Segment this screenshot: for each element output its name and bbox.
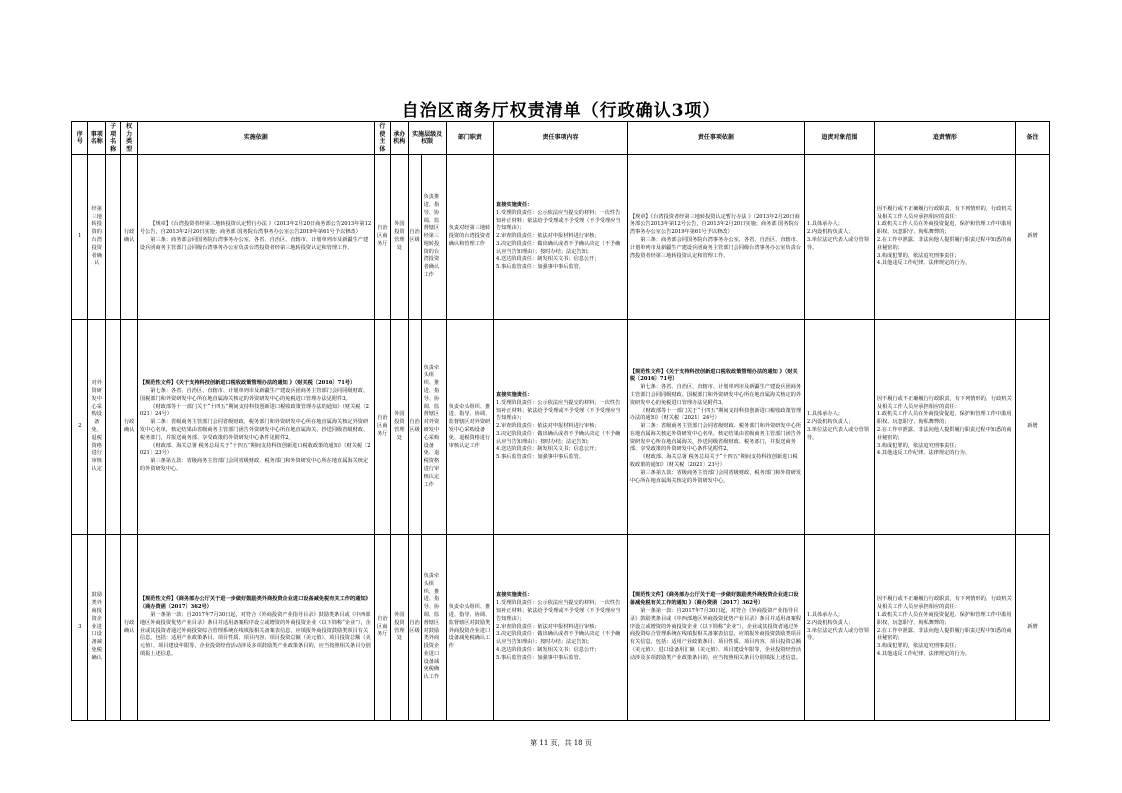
resp-item: 4.送达阶段责任：制发相关文书；信息公开； — [496, 646, 600, 653]
header-situation: 追责情形 — [874, 122, 1015, 155]
basis-para: 【规章】《台湾投资者经第三地转投资认定暂行办法 》（2013年2月20日商务部公告2013年第12号公告，自2013年2月20日实施；商务部 国务院台湾事务办公室公告2019年第61号予以修改） — [139, 221, 372, 236]
situation-item: 2.在工作中泄露、非法向他人提供履行职责过程中知悉的商业秘密的； — [876, 627, 1012, 642]
resp-basis-para: 第三条第五款：省级商务主管部门会同省级财政、税务部门和外资研发中心所在地直属海关核定的外资研发中心。 — [629, 469, 802, 484]
header-subject: 行使主体 — [374, 122, 390, 155]
row-situation — [874, 320, 1015, 535]
resp-basis-para: 【规范性文件】《商务部办公厅关于进一步做好鼓励类外商投资企业进口设备减免税有关工作的通知 》（商办资函〔2017〕362号） — [629, 592, 799, 607]
resp-item: 1.受理阶段责任：公示依法应当提交的材料；一次性告知补正材料；依法给予受理或不予受理（不予受理应当告知理由）； — [496, 600, 621, 622]
row-subject: 自治区商务厅 — [374, 535, 390, 721]
row-item-name: 对外资研发中心采购设备免、退税资格进行审核认定 — [88, 320, 106, 535]
resp-item: 2.审查阶段责任：依法对申报材料进行审核； — [496, 623, 600, 630]
target-item: 2.内设机构负责人； — [806, 229, 854, 236]
header-row — [72, 122, 1050, 155]
row-duty: 负责牵头组织、推进、指导、协调、监督辖区对外资研发中心采购设备免、退税资格进行审核认定工作 — [446, 320, 493, 535]
row-level-label: 自治区级 — [409, 320, 422, 534]
resp-item: 1.受理阶段责任：公示依法应当提交的材料；一次性告知补正材料；依法给予受理或不予受理（不予受理应当告知理由）； — [496, 399, 621, 422]
basis-para: 【规范性文件】《关于支持科技创新进口税收政策管理办法的通知 》（财关税〔2016〕71号） — [139, 380, 356, 387]
row-note: 新增 — [1015, 320, 1049, 535]
resp-item: 2.审查阶段责任：依法对申报材料进行审核； — [496, 233, 600, 240]
row-sub-name — [105, 155, 120, 320]
row-level — [408, 320, 446, 535]
row-level — [408, 155, 446, 320]
situation-item: 因不履行或不正确履行行政职责，有下列情形的，行政机关及相关工作人员应承担相应的责任： — [876, 395, 1012, 410]
resp-basis-para: 《财政部、海关总署 税务总局关于“十四五”期间支持科技创新进口税收政策的通知》（财关税〔2021〕23号） — [629, 454, 798, 469]
row-basis — [137, 320, 374, 535]
row-basis — [137, 155, 374, 320]
resp-basis-para: 【规章】《台湾投资者经第三地转投资认定暂行办法 》（2013年2月20日商务部公告2013年第12号公告，自2013年2月20日实施；商务部 国务院台湾事务办公室公告2019年第61号予以修改） — [629, 213, 800, 236]
situation-item: 3.构成犯罪的，依法追究刑事责任； — [876, 252, 960, 259]
situation-item: 因不履行或不正确履行行政职责，有下列情形的，行政机关及相关工作人员应承担相应的责任： — [876, 596, 1012, 611]
basis-para: 第七条：各省、自治区、直辖市、计划单列市及新疆生产建设兵团商务主管部门会同同级财政、国税部门和外资研发中心所在地直属海关核定的外资研发中心的免税进口管理办法见附件3。 — [139, 388, 369, 402]
resp-basis-para: 【规范性文件】《关于支持科技创新进口税收政策管理办法的通知 》（财关税〔2016〕71号） — [629, 368, 798, 383]
header-target: 追责对象范围 — [804, 122, 874, 155]
row-resp-basis — [627, 320, 804, 535]
basis-para: 第一条第一款：自2017年7月30日起，对符合《外商投资产业指导目录》鼓励类条目或《中西部地区外商投资优势产业目录》条目并适用备案程序设立或增资的外商投资企业（以下简称“企业”），企业或其投资者通过外商投资综合管理系统在线填报相关备案表信息，应填报外商投资鼓励类项目有关信息，包括：适用产业政策条目、项目性质、项目内容、项目投资总额（美元值）、项目投资总额（美元值）、项目建设年限等，企业投资经营活动涉及多项鼓励类产业政策条目的，应当按照相关条目分别填报上述信息。 — [139, 611, 371, 657]
header-no: 序号 — [72, 122, 88, 155]
situation-item: 1.政机关工作人员在外商投资促进、保护和管理工作中滥用职权、玩忽职守、徇私舞弊的； — [876, 221, 1012, 236]
resp-lead: 直接实施责任： — [496, 592, 533, 599]
target-item: 1.具体承办人； — [806, 411, 843, 418]
situation-item: 4.其他违反工作纪律、法律规定的行为。 — [876, 650, 971, 657]
responsibility-table — [71, 121, 1050, 721]
row-level-label: 自治区级 — [409, 155, 422, 319]
row-level — [408, 535, 446, 721]
row-resp — [494, 320, 628, 535]
row-resp — [494, 535, 628, 721]
situation-item: 1.政机关工作人员在外商投资促进、保护和管理工作中滥用职权、玩忽职守、徇私舞弊的； — [876, 411, 1012, 426]
header-item: 事项名称 — [88, 122, 106, 155]
row-item-name: 鼓励类外商投资企业进口设备减免税确认 — [88, 535, 106, 721]
target-item: 3.单位法定代表人或分管领导。 — [806, 627, 869, 642]
row-situation — [874, 155, 1015, 320]
resp-item: 5.事后监管责任：加强事中事后监管。 — [496, 264, 584, 271]
row-undertaker: 外国投资管理处 — [391, 155, 409, 320]
target-item: 2.内设机构负责人； — [806, 419, 854, 426]
resp-basis-para: 《财政部等十一部门关于“十四五”期间支持科技创新进口税收政策管理办法的通知》（财关税〔2021〕24号） — [629, 407, 802, 422]
row-target — [804, 320, 874, 535]
row-no: 2 — [72, 320, 88, 535]
row-power-type: 行政确认 — [121, 535, 137, 721]
row-level-duty: 负责牵头组织、推进、指导、协调、监督辖区对外资研发中心采购设备免、退税资格进行审核认定工作 — [423, 364, 440, 488]
target-item: 2.内设机构负责人； — [806, 619, 854, 626]
row-level-label: 自治区级 — [409, 535, 422, 720]
row-duty: 负责对经第三地转投资的台湾投资者确认和管理工作 — [446, 155, 493, 320]
row-note: 新增 — [1015, 535, 1049, 721]
row-undertaker: 外国投资管理处 — [391, 535, 409, 721]
resp-item: 2.审查阶段责任：依法对申报材料进行审核； — [496, 423, 600, 430]
header-duty: 部门职责 — [446, 122, 493, 155]
situation-item: 3.构成犯罪的，依法追究刑事责任； — [876, 442, 960, 449]
table-row — [72, 320, 1050, 535]
basis-para: 【规范性文件】《商务部办公厅关于进一步做好鼓励类外商投资企业进口设备减免税有关工作的通知》（商办资函〔2017〕362号） — [139, 596, 371, 611]
resp-lead: 直接实施责任： — [496, 201, 533, 208]
basis-para: 《财政部、海关总署 税务总局关于“十四五”期间支持科技创新进口税收政策的通知》（财关税〔2021〕23号） — [139, 442, 371, 457]
row-power-type: 行政确认 — [121, 320, 137, 535]
target-item: 3.单位法定代表人或分管领导。 — [806, 427, 869, 441]
header-type: 权力类型 — [121, 122, 137, 155]
row-power-type: 行政确认 — [121, 155, 137, 320]
row-item-name: 经第三地转投资的台湾投资者确认 — [88, 155, 106, 320]
target-item: 3.单位法定代表人或分管领导。 — [806, 237, 869, 251]
situation-item: 1.政机关工作人员在外商投资促进、保护和管理工作中滥用职权、玩忽职守、徇私舞弊的； — [876, 611, 1012, 626]
row-sub-name — [105, 320, 120, 535]
resp-basis-para: 第三条：商务部会同国务院台湾事务办公室，各省、自治区、直辖市、计划单列市及新疆生产建设兵团商务主管部门会同级台湾事务办公室负责台湾投资者经第三地转投资认定和管理工作。 — [629, 237, 802, 259]
row-situation — [874, 535, 1015, 721]
resp-item: 1.受理阶段责任：公示依法应当提交的材料；一次性告知补正材料；依法给予受理或不予受理（不予受理应当告知理由）； — [496, 209, 621, 232]
row-duty: 负责牵头组织、推进、指导、协调、监督辖区对鼓励类外商投资企业进口设备减免税确认工作 — [446, 535, 493, 721]
header-resp-basis: 责任事项依据 — [627, 122, 804, 155]
resp-item: 5.事后监管责任：加强事中事后监管。 — [496, 454, 584, 461]
basis-para: 第三条第五款：省级商务主管部门会同省级财政、税务部门和外资研发中心所在地直属海关核定的外资研发中心。 — [139, 458, 369, 472]
resp-item: 3.决定阶段责任：做出确认或者不予确认决定（不予确认应当告知理由）；按时办结；法定告知； — [496, 430, 621, 445]
target-item: 1.具体承办人； — [806, 611, 843, 618]
header-basis: 实施依据 — [137, 122, 374, 155]
resp-item: 4.送达阶段责任：制发相关文书；信息公开； — [496, 446, 600, 453]
row-note: 新增 — [1015, 155, 1049, 320]
basis-para: 第二条：省级商务主管部门会同省级财政、税务部门和外资研发中心所在地直属海关核定外资研发中心名单，核定结果由省级商务主管部门函告外资研发中心所在地直属海关，抄送同级省级财政、税务部门，并报送商务部、享受政策的外资研发中心条件见附件2。 — [139, 419, 369, 441]
row-basis — [137, 535, 374, 721]
header-resp: 责任事项内容 — [494, 122, 628, 155]
situation-item: 2.在工作中泄露、非法向他人提供履行职责过程中知悉的商业秘密的； — [876, 237, 1012, 251]
resp-basis-para: 第一条第一款：自2017年7月30日起，对符合《外商投资产业指导目录》鼓励类条目或《中西部地区外商投资优势产业目录》条目并适用备案程序设立或增资的外商投资企业（以下简称“企业”），企业或其投资者通过外商投资综合管理系统在线填报相关备案表信息，应填报外商投资鼓励类项目有关信息，包括：适用产业政策条目、项目性质、项目内容、项目投资总额（美元值）、进口设备用汇额（美元值）、项目建设年限等，企业投资经营活动涉及多项鼓励类产业政策条目的，应当按照相关条目分别填报上述信息。 — [629, 608, 802, 661]
situation-item: 因不履行或不正确履行行政职责，有下列情形的，行政机关及相关工作人员应承担相应的责任： — [876, 205, 1012, 220]
page-footer: 第 11 页，共 18 页 — [530, 739, 592, 747]
row-level-duty: 负责牵头组织、推进、指导、协调、监督辖区对鼓励类外商投资企业进口设备减免税确认工作 — [423, 572, 440, 681]
situation-item: 4.其他违反工作纪律、法律规定的行为。 — [876, 450, 971, 457]
resp-item: 3.决定阶段责任：做出确认或者不予确认决定（不予确认应当告知理由）；按时办结；法定告知； — [496, 240, 621, 255]
header-sub: 子项名称 — [105, 122, 120, 155]
situation-item: 4.其他违反工作纪律、法律规定的行为。 — [876, 260, 971, 267]
resp-basis-para: 第二条：省级商务主管部门会同省级财政、税务部门和外资研发中心所在地直属海关核定外资研发中心名单，核定结果由省级商务主管部门函告外资研发中心所在地直属海关，抄送同级省级财政、税务部门，并报送商务部、享受政策的外资研发中心条件见附件2。 — [629, 423, 802, 453]
resp-item: 5.事后监管责任：加强事中事后监管。 — [496, 654, 584, 661]
table-row — [72, 535, 1050, 721]
row-undertaker: 外国投资管理处 — [391, 320, 409, 535]
row-sub-name — [105, 535, 120, 721]
row-resp-basis — [627, 535, 804, 721]
row-level-duty: 负责推进、指导、协调、监督辖区经第三地转投资的台湾投资者确认工作 — [423, 194, 440, 279]
header-undertaker: 承办机构 — [391, 122, 409, 155]
resp-basis-para: 第七条：各省、自治区、直辖市、计划单列市及新疆生产建设兵团商务主管部门会同同级财政、国税部门和外资研发中心所在地直属海关核定的外资研发中心的免税进口管理办法见附件3。 — [629, 384, 802, 406]
resp-lead: 直接实施责任： — [496, 391, 533, 398]
situation-item: 3.构成犯罪的，依法追究刑事责任； — [876, 643, 960, 650]
header-level: 实施层级及权限 — [408, 122, 446, 155]
row-resp — [494, 155, 628, 320]
row-target — [804, 155, 874, 320]
row-subject: 自治区商务厅 — [374, 155, 390, 320]
resp-item: 4.送达阶段责任：制发相关文书；信息公开； — [496, 256, 600, 263]
row-target — [804, 535, 874, 721]
situation-item: 2.在工作中泄露、非法向他人提供履行职责过程中知悉的商业秘密的； — [876, 427, 1012, 441]
table-row — [72, 155, 1050, 320]
row-no: 1 — [72, 155, 88, 320]
row-no: 3 — [72, 535, 88, 721]
header-note: 备注 — [1015, 122, 1049, 155]
row-subject: 自治区商务厅 — [374, 320, 390, 535]
basis-para: 《财政部等十一部门关于“十四五”期间支持科技创新进口税收政策管理办法的通知》（财关税〔2021〕24号） — [139, 403, 369, 418]
basis-para: 第三条：商务部会同国务院台湾事务办公室，各省、自治区、直辖市、计划单列市及新疆生产建设兵团商务主管部门会同级台湾事务办公室负责台湾投资者经第三地转投资认定和管理工作。 — [139, 237, 369, 251]
resp-item: 3.决定阶段责任：做出确认或者不予确认决定（不予确认应当告知理由）；按时办结；法定告知； — [496, 631, 621, 646]
target-item: 1.具体承办人； — [806, 221, 843, 228]
row-resp-basis — [627, 155, 804, 320]
document-title: 自治区商务厅权责清单（行政确认3项） — [401, 101, 721, 121]
